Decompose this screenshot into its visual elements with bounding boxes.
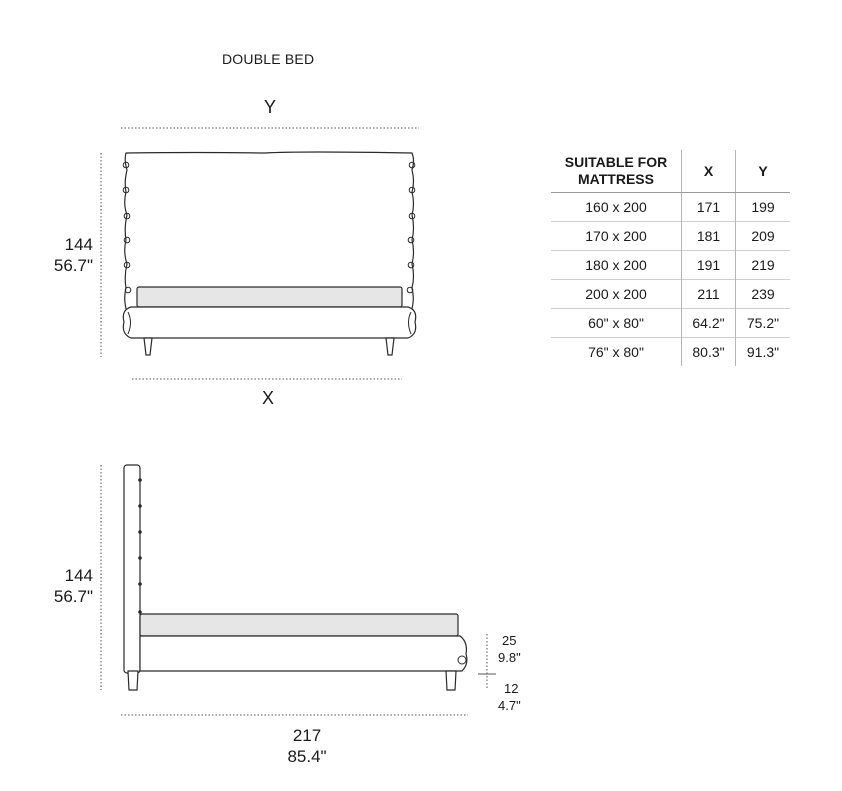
frame-height-in: 9.8"	[498, 650, 521, 665]
side-base-frame	[140, 636, 467, 671]
front-base-frame	[123, 307, 415, 338]
leg-height-in: 4.7"	[498, 698, 521, 713]
header-mattress-label: SUITABLE FOR MATTRESS	[564, 154, 668, 187]
cell-x: 171	[682, 193, 736, 222]
cell-y: 199	[736, 193, 791, 222]
diagram-title: DOUBLE BED	[222, 51, 315, 67]
cell-x: 181	[682, 222, 736, 251]
side-leg-right	[446, 671, 456, 690]
cell-y: 75.2"	[736, 309, 791, 338]
side-mattress	[140, 614, 458, 636]
cell-mattress: 60" x 80"	[551, 309, 682, 338]
front-leg-left	[144, 338, 152, 355]
side-height-label	[40, 565, 93, 607]
table-row	[551, 338, 790, 367]
side-leg-left	[128, 671, 138, 690]
length-label	[270, 725, 344, 767]
cell-mattress: 180 x 200	[551, 251, 682, 280]
table-row	[551, 251, 790, 280]
side-headboard	[124, 465, 140, 673]
table-row	[551, 280, 790, 309]
cell-mattress: 76" x 80"	[551, 338, 682, 367]
cell-mattress: 200 x 200	[551, 280, 682, 309]
length-in: 85.4"	[287, 747, 327, 766]
cell-x: 80.3"	[682, 338, 736, 367]
length-cm: 217	[292, 726, 322, 745]
front-height-in: 56.7"	[53, 256, 93, 275]
side-height-in: 56.7"	[53, 587, 93, 606]
width-letter-label: Y	[263, 97, 276, 117]
front-mattress	[137, 287, 402, 307]
header-mattress	[551, 150, 682, 193]
front-height-cm: 144	[64, 235, 93, 254]
cell-y: 239	[736, 280, 791, 309]
cell-mattress: 160 x 200	[585, 199, 647, 215]
cell-mattress: 170 x 200	[551, 222, 682, 251]
side-view	[101, 465, 496, 715]
cell-x: 191	[682, 251, 736, 280]
side-height-cm: 144	[64, 566, 93, 585]
front-view	[101, 128, 419, 379]
table-row	[551, 193, 790, 222]
cell-y: 209	[736, 222, 791, 251]
header-x: X	[682, 150, 736, 193]
table-header-row	[551, 150, 790, 193]
cell-x: 211	[682, 280, 736, 309]
table-row	[551, 309, 790, 338]
leg-height-cm: 12	[504, 681, 519, 696]
cell-y: 219	[736, 251, 791, 280]
frame-height-label	[490, 632, 526, 666]
cell-x: 64.2"	[682, 309, 736, 338]
front-buttons	[123, 162, 415, 293]
mattress-size-table	[551, 150, 790, 366]
header-y: Y	[736, 150, 791, 193]
cell-y: 91.3"	[736, 338, 791, 367]
frame-height-cm: 25	[502, 633, 517, 648]
depth-letter-label: X	[261, 388, 274, 408]
front-height-label	[40, 234, 93, 276]
front-leg-right	[386, 338, 394, 355]
table-row	[551, 222, 790, 251]
leg-height-label	[490, 680, 526, 714]
